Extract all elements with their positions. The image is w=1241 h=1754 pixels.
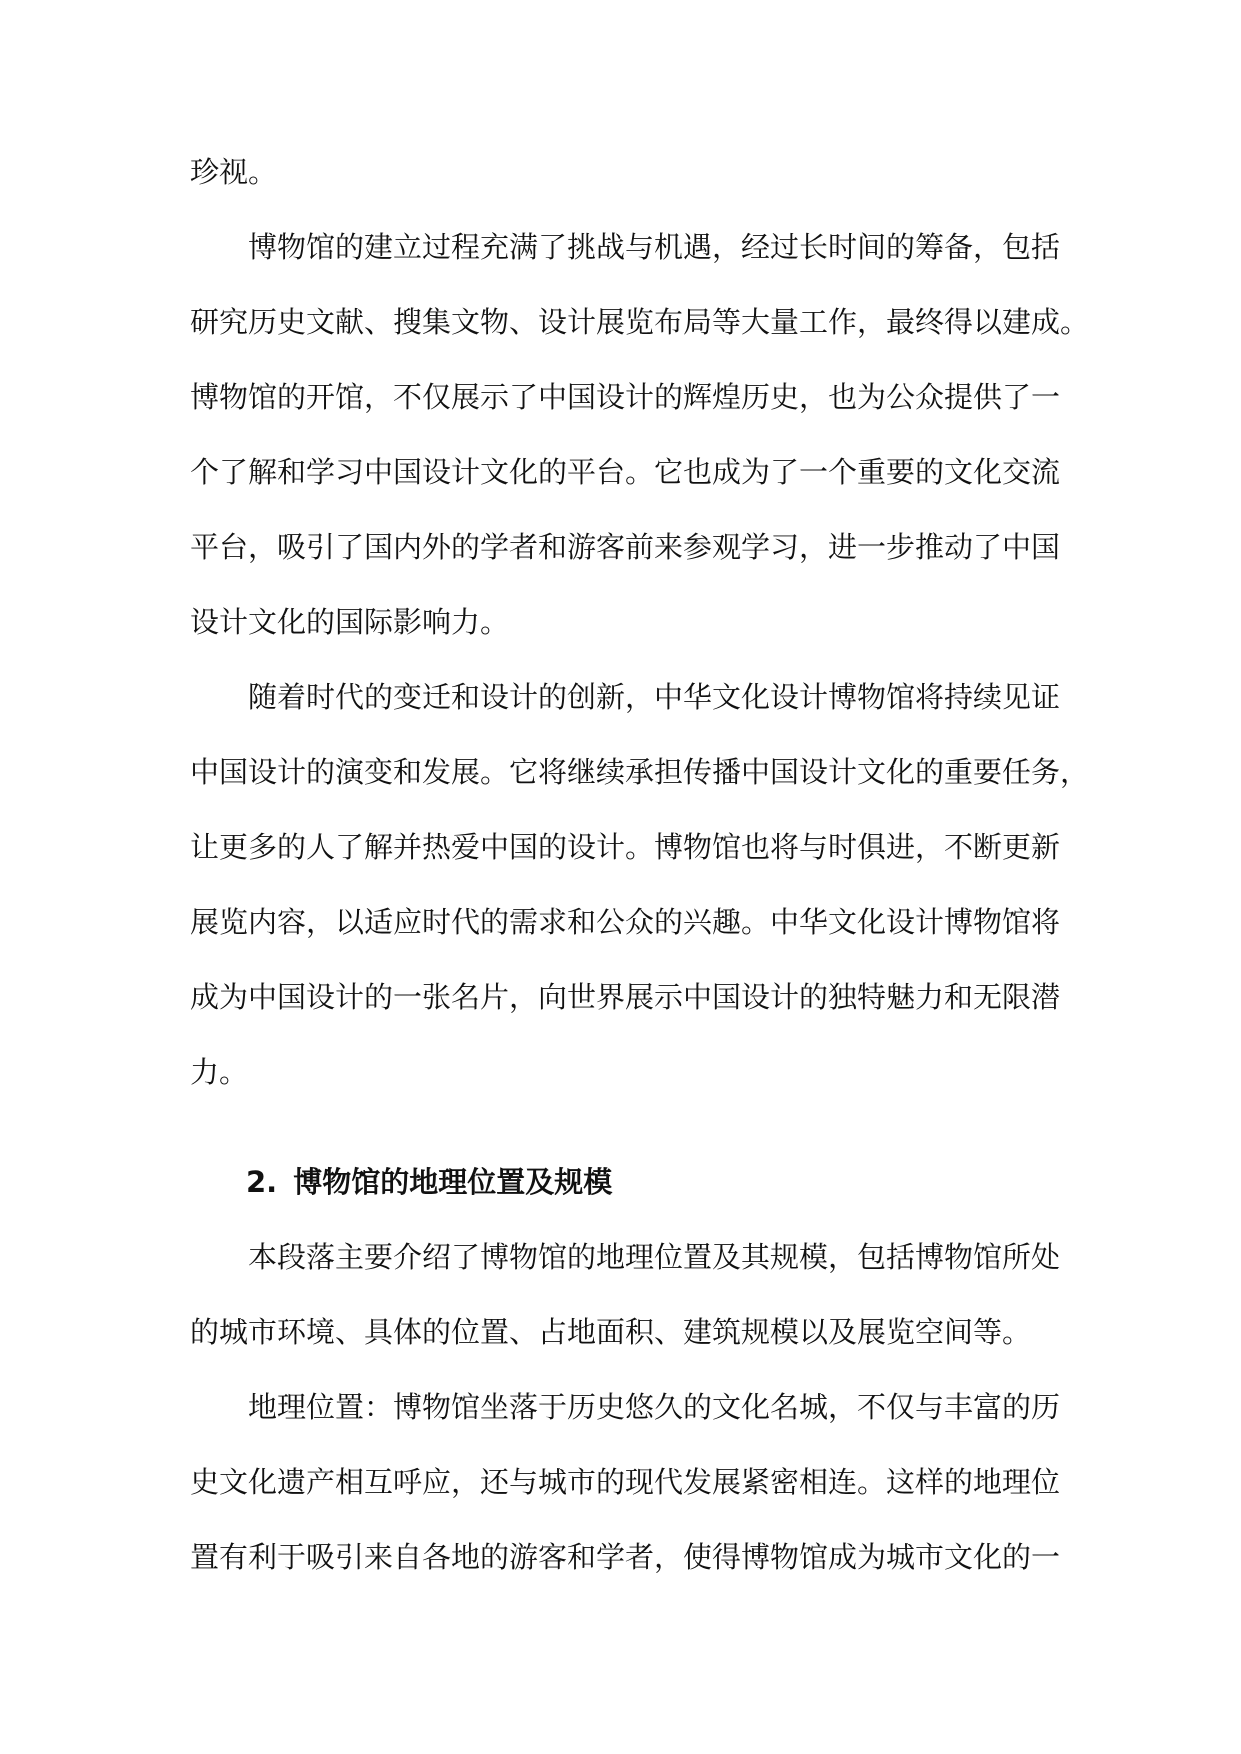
paragraph-line: 博物馆的开馆，不仅展示了中国设计的辉煌历史，也为公众提供了一 xyxy=(190,380,1061,414)
paragraph-line: 史文化遗产相互呼应，还与城市的现代发展紧密相连。这样的地理位 xyxy=(190,1465,1061,1499)
paragraph-line: 本段落主要介绍了博物馆的地理位置及其规模，包括博物馆所处 xyxy=(248,1240,1061,1274)
paragraph-line: 随着时代的变迁和设计的创新，中华文化设计博物馆将持续见证 xyxy=(248,680,1061,714)
paragraph-line: 置有利于吸引来自各地的游客和学者，使得博物馆成为城市文化的一 xyxy=(190,1540,1061,1574)
paragraph-line: 力。 xyxy=(190,1055,249,1089)
paragraph-line: 设计文化的国际影响力。 xyxy=(190,605,510,639)
paragraph-line: 珍视。 xyxy=(190,155,278,189)
paragraph-line: 研究历史文献、搜集文物、设计展览布局等大量工作，最终得以建成。 xyxy=(190,305,1090,339)
section-title: 博物馆的地理位置及规模 xyxy=(293,1165,613,1199)
paragraph-line: 个了解和学习中国设计文化的平台。它也成为了一个重要的文化交流 xyxy=(190,455,1061,489)
section-number: 2. xyxy=(246,1165,278,1199)
paragraph-line: 展览内容，以适应时代的需求和公众的兴趣。中华文化设计博物馆将 xyxy=(190,905,1061,939)
paragraph-line: 的城市环境、具体的位置、占地面积、建筑规模以及展览空间等。 xyxy=(190,1315,1032,1349)
paragraph-line: 平台，吸引了国内外的学者和游客前来参观学习，进一步推动了中国 xyxy=(190,530,1061,564)
paragraph-line: 成为中国设计的一张名片，向世界展示中国设计的独特魅力和无限潜 xyxy=(190,980,1061,1014)
paragraph-line: 让更多的人了解并热爱中国的设计。博物馆也将与时俱进，不断更新 xyxy=(190,830,1061,864)
paragraph-line: 中国设计的演变和发展。它将继续承担传播中国设计文化的重要任务， xyxy=(190,755,1090,789)
paragraph-line: 博物馆的建立过程充满了挑战与机遇，经过长时间的筹备，包括 xyxy=(248,230,1061,264)
section-heading xyxy=(246,1160,612,1204)
paragraph-line: 地理位置：博物馆坐落于历史悠久的文化名城，不仅与丰富的历 xyxy=(248,1390,1061,1424)
